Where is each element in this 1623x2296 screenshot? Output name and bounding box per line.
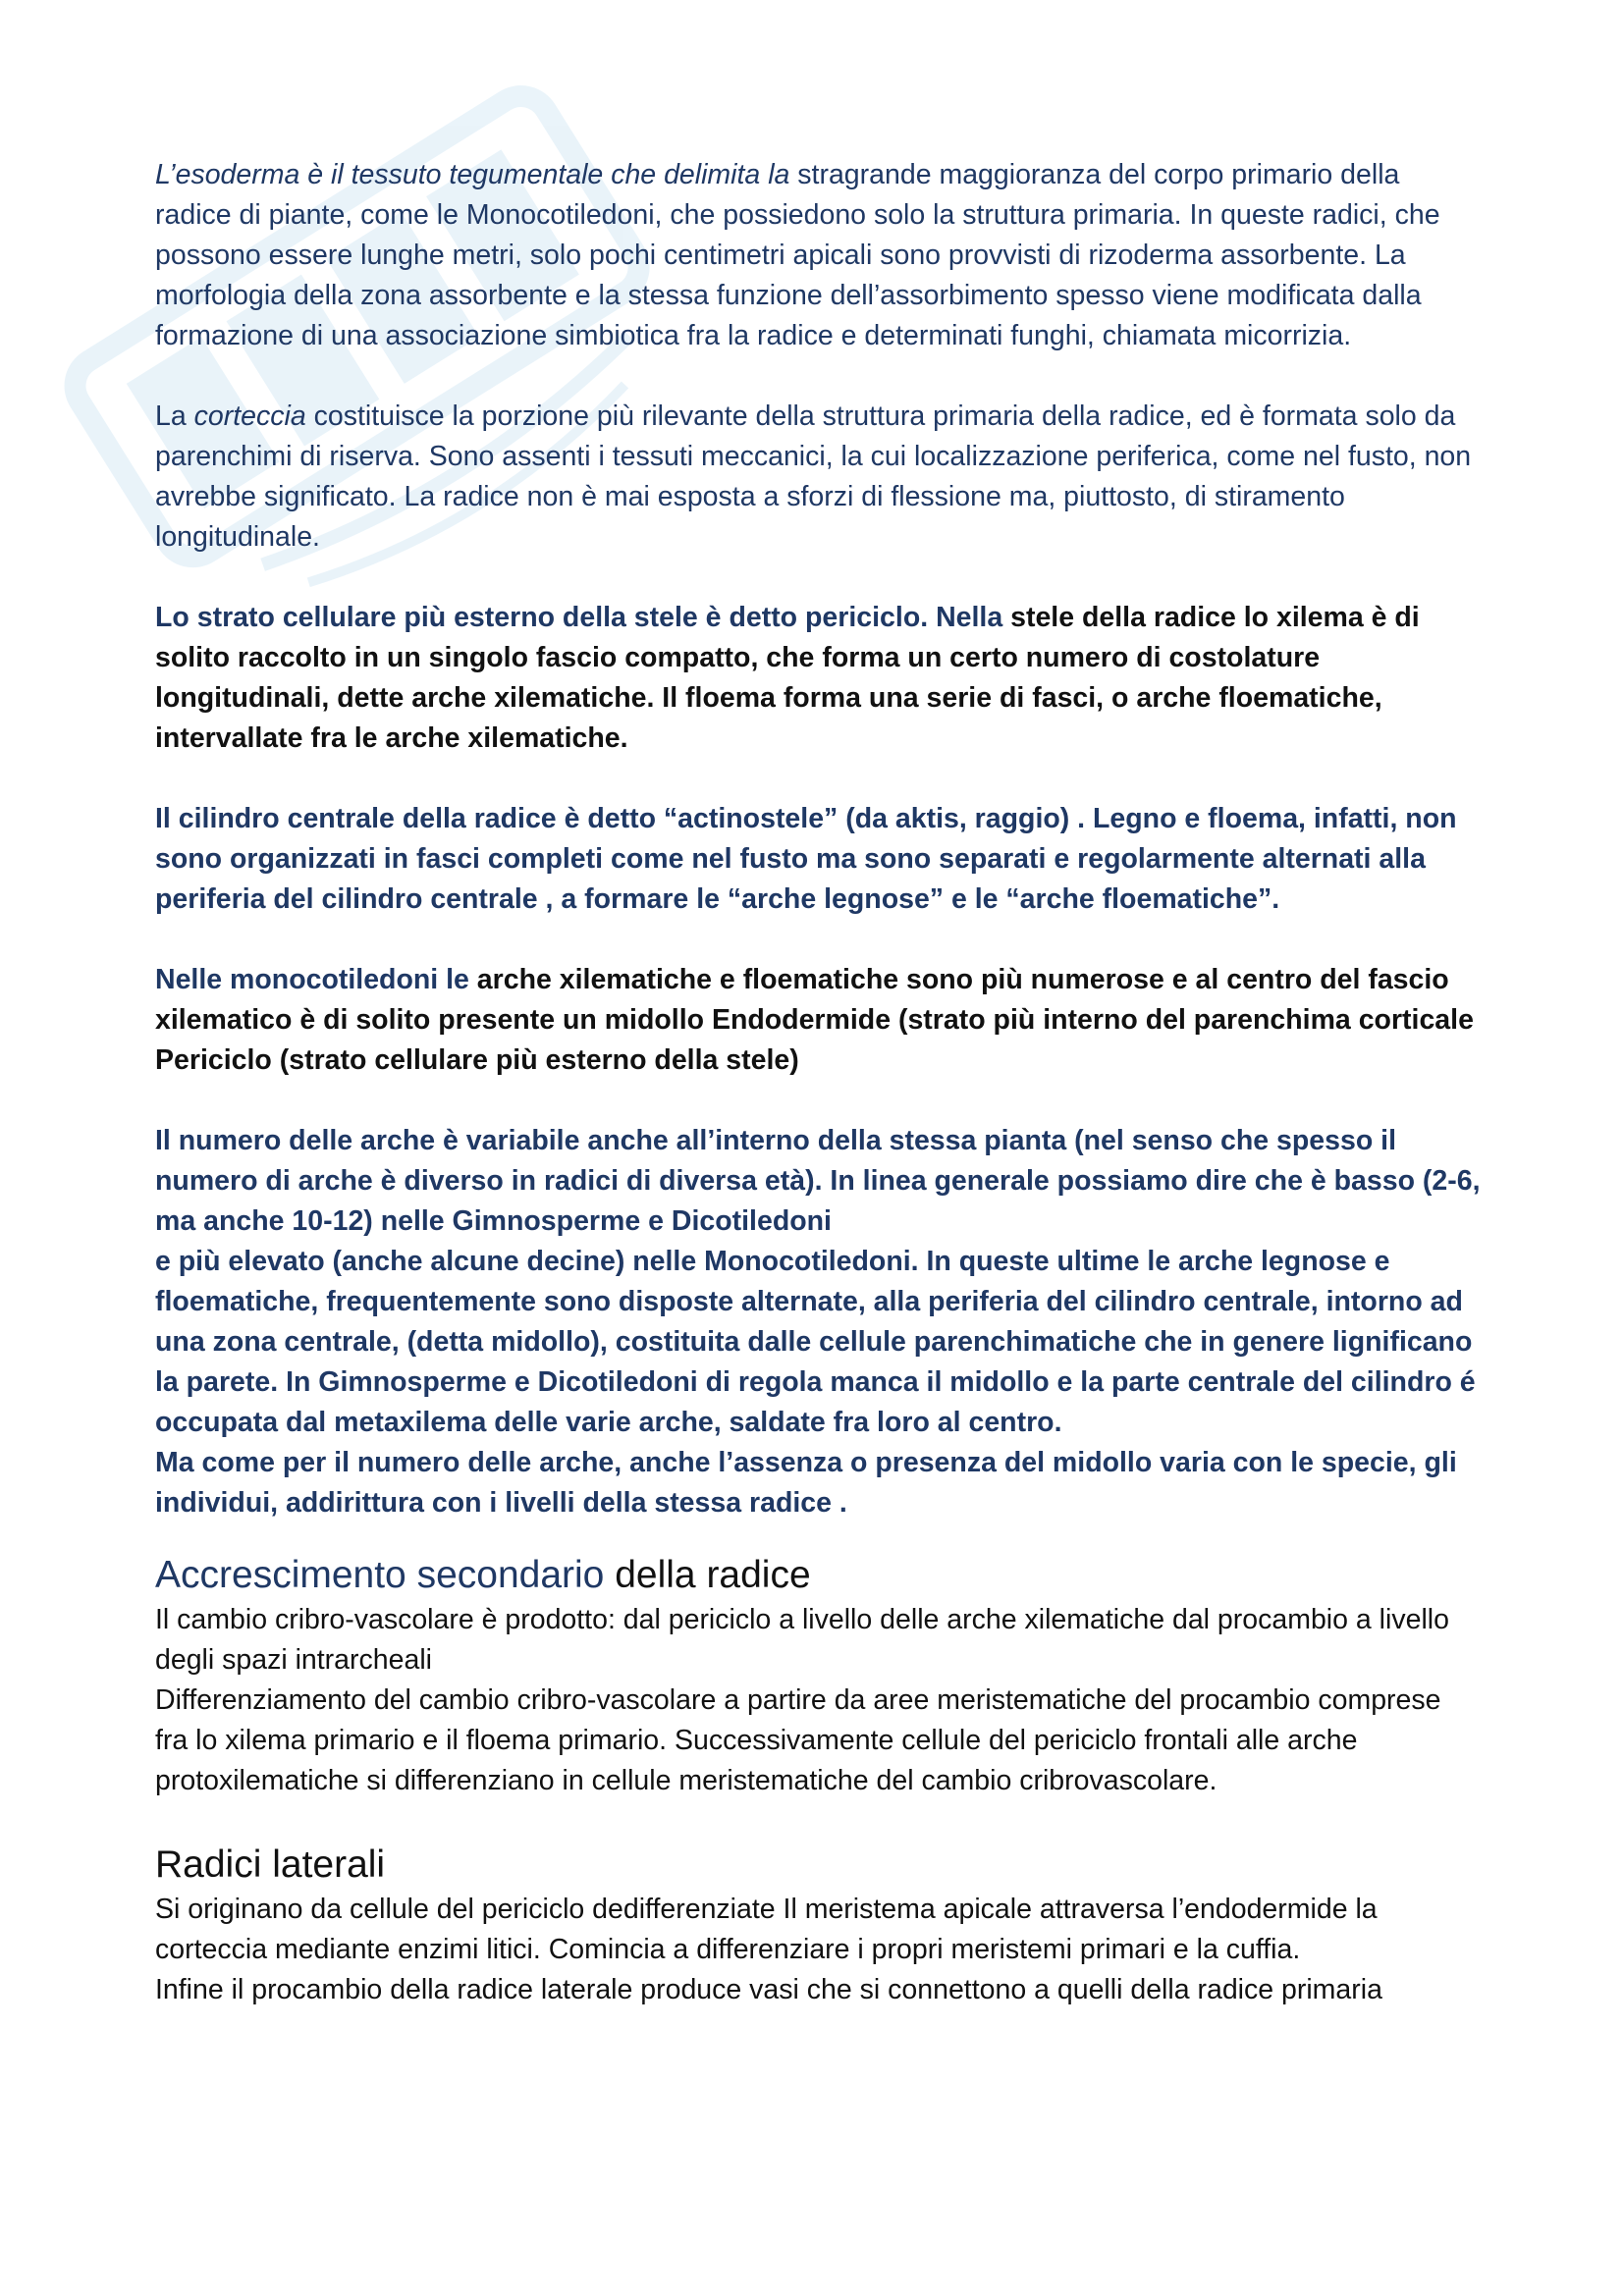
monocotiledoni-lead: Nelle monocotiledoni le bbox=[155, 964, 469, 995]
paragraph-esoderma bbox=[155, 155, 1481, 356]
radici-laterali-line-1: Si originano da cellule del periciclo dedifferenziate Il meristema apicale attraversa l’endodermide la corteccia mediante enzimi litici. Comincia a differenziare i propri meristemi primari e la cuffia. bbox=[155, 1894, 1378, 1965]
accrescimento-line-1: Il cambio cribro-vascolare è prodotto: dal periciclo a livello delle arche xilematiche dal procambio a livello degli spazi intrarcheali bbox=[155, 1604, 1449, 1676]
heading-accrescimento-a: Accrescimento secondario bbox=[155, 1554, 605, 1596]
accrescimento-line-2: Differenziamento del cambio cribro-vascolare a partire da aree meristematiche del procambio comprese fra lo xilema primario e il floema primario. Successivamente cellule del periciclo frontali alle arche protoxilematiche si differenziano in cellule meristematiche del cambio cribrovascolare. bbox=[155, 1684, 1441, 1796]
paragraph-numero-arche bbox=[155, 1121, 1481, 1523]
corteccia-lead: La bbox=[155, 400, 194, 432]
corteccia-text: costituisce la porzione più rilevante della struttura primaria della radice, ed è formata solo da parenchimi di riserva. Sono assenti i tessuti meccanici, la cui localizzazione periferica, come nel fusto, non avrebbe significato. La radice non è mai esposta a sforzi di flessione ma, piuttosto, di stiramento longitudinale. bbox=[155, 400, 1472, 553]
paragraph-monocotiledoni bbox=[155, 960, 1481, 1081]
numero-arche-line-1: Il numero delle arche è variabile anche all’interno della stessa pianta (nel senso che spesso il numero di arche è diverso in radici di diversa età). In linea generale possiamo dire che è basso (2-6, ma anche 10-12) nelle Gimnosperme e Dicotiledoni bbox=[155, 1125, 1481, 1237]
paragraph-periciclo bbox=[155, 598, 1481, 759]
paragraph-corteccia bbox=[155, 397, 1481, 558]
esoderma-text: stragrande maggioranza del corpo primario della radice di piante, come le Monocotiledoni, che possiedono solo la struttura primaria. In queste radici, che possono essere lunghe metri, solo pochi centimetri apicali sono provvisti di rizoderma assorbente. La morfologia della zona assorbente e la stessa funzione dell’assorbimento spesso viene modificata dalla formazione di una associazione simbiotica fra la radice e determinati funghi, chiamata micorrizia. bbox=[155, 159, 1440, 351]
numero-arche-line-2: e più elevato (anche alcune decine) nelle Monocotiledoni. In queste ultime le arche legnose e floematiche, frequentemente sono disposte alternate, alla periferia del cilindro centrale, intorno ad una zona centrale, (detta midollo), costituita dalle cellule parenchimatiche che in genere lignificano la parete. In Gimnosperme e Dicotiledoni di regola manca il midollo e la parte centrale del cilindro é occupata dal metaxilema delle varie arche, saldate fra loro al centro. bbox=[155, 1246, 1476, 1438]
paragraph-actinostele: Il cilindro centrale della radice è detto “actinostele” (da aktis, raggio) . Legno e floema, infatti, non sono organizzati in fasci completi come nel fusto ma sono separati e regolarmente alternati alla periferia del cilindro centrale , a formare le “arche legnose” e le “arche floematiche”. bbox=[155, 803, 1457, 915]
monocotiledoni-text: arche xilematiche e floematiche sono più numerose e al centro del fascio xilematico è di solito presente un midollo Endodermide (strato più interno del parenchima corticale Periciclo (strato cellulare più esterno della stele) bbox=[155, 964, 1474, 1076]
heading-accrescimento-b: della radice bbox=[604, 1554, 811, 1596]
heading-accrescimento bbox=[155, 1551, 1481, 1600]
document-page bbox=[155, 155, 1481, 2050]
radici-laterali-body bbox=[155, 1890, 1481, 2010]
esoderma-italic: L’esoderma è il tessuto tegumentale che delimita la bbox=[155, 159, 790, 190]
corteccia-term: corteccia bbox=[193, 400, 306, 432]
numero-arche-line-3: Ma come per il numero delle arche, anche l’assenza o presenza del midollo varia con le specie, gli individui, addirittura con i livelli della stessa radice . bbox=[155, 1447, 1457, 1519]
periciclo-text: stele della radice lo xilema è di solito raccolto in un singolo fascio compatto, che forma un certo numero di costolature longitudinali, dette arche xilematiche. Il floema forma una serie di fasci, o arche floematiche, intervallate fra le arche xilematiche. bbox=[155, 602, 1420, 754]
accrescimento-body bbox=[155, 1600, 1481, 1801]
heading-radici-laterali: Radici laterali bbox=[155, 1843, 386, 1886]
radici-laterali-line-2: Infine il procambio della radice laterale produce vasi che si connettono a quelli della radice primaria bbox=[155, 1974, 1382, 2005]
periciclo-lead: Lo strato cellulare più esterno della stele è detto periciclo. Nella bbox=[155, 602, 1003, 633]
